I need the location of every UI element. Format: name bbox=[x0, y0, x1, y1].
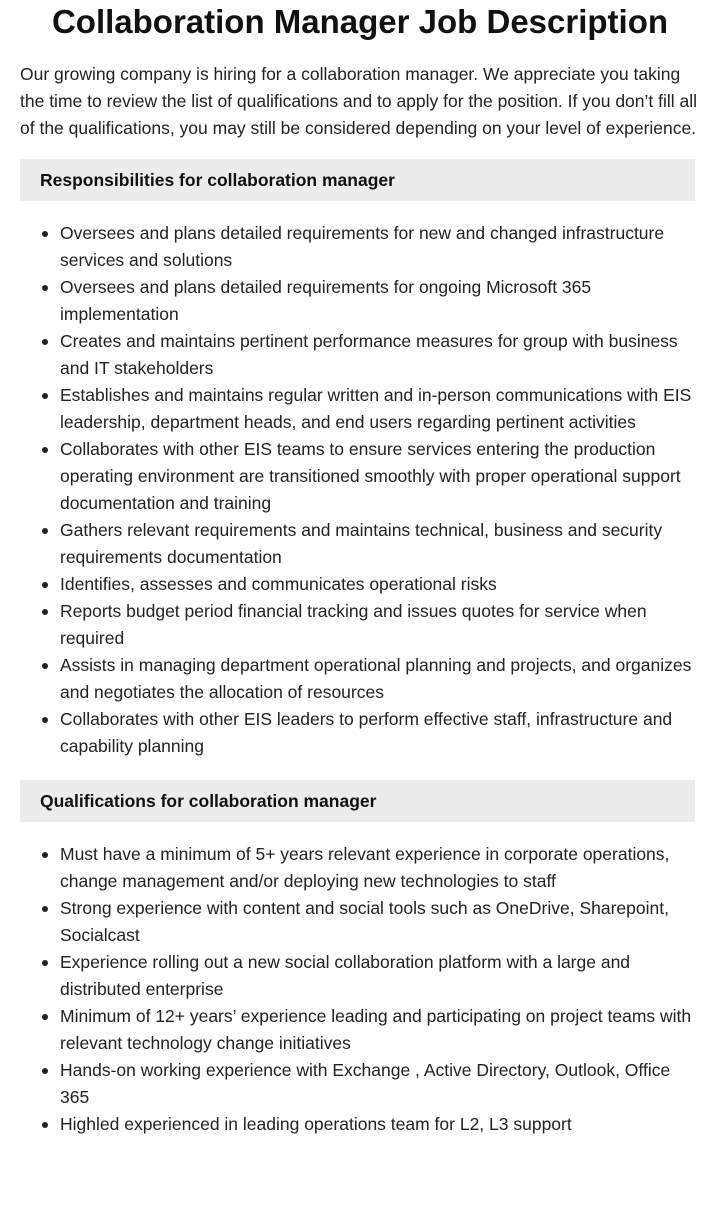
bullet-icon bbox=[42, 339, 48, 345]
list-item-text: Reports budget period financial tracking and issues quotes for service when required bbox=[60, 601, 647, 648]
list-item-text: Establishes and maintains regular written and in-person communications with EIS leadership, department heads, and end users regarding pertinent activities bbox=[60, 385, 692, 432]
list-item bbox=[60, 517, 700, 571]
bullet-icon bbox=[42, 1122, 48, 1128]
list-item-text: Assists in managing department operational planning and projects, and organizes and negotiates the allocation of resources bbox=[60, 655, 692, 702]
responsibilities-heading: Responsibilities for collaboration manager bbox=[20, 159, 695, 201]
list-item bbox=[60, 895, 700, 949]
list-item-text: Collaborates with other EIS leaders to perform effective staff, infrastructure and capability planning bbox=[60, 709, 673, 756]
qualifications-list bbox=[20, 841, 700, 1138]
list-item-text: Collaborates with other EIS teams to ensure services entering the production operating environment are transitioned smoothly with proper operational support documentation and training bbox=[60, 439, 681, 513]
list-item bbox=[60, 706, 700, 760]
bullet-icon bbox=[42, 906, 48, 912]
list-item-text: Hands-on working experience with Exchange , Active Directory, Outlook, Office 365 bbox=[60, 1060, 671, 1107]
list-item bbox=[60, 1057, 700, 1111]
list-item-text: Oversees and plans detailed requirements for new and changed infrastructure services and solutions bbox=[60, 223, 665, 270]
page-title: Collaboration Manager Job Description bbox=[51, 3, 669, 40]
list-item-text: Minimum of 12+ years’ experience leading and participating on project teams with relevant technology change initiatives bbox=[60, 1006, 692, 1053]
list-item bbox=[60, 652, 700, 706]
list-item bbox=[60, 571, 700, 598]
bullet-icon bbox=[42, 528, 48, 534]
list-item bbox=[60, 949, 700, 1003]
list-item bbox=[60, 598, 700, 652]
bullet-icon bbox=[42, 960, 48, 966]
list-item-text: Highled experienced in leading operations team for L2, L3 support bbox=[60, 1114, 572, 1134]
list-item bbox=[60, 436, 700, 517]
list-item-text: Experience rolling out a new social collaboration platform with a large and distributed enterprise bbox=[60, 952, 631, 999]
list-item bbox=[60, 274, 700, 328]
list-item-text: Oversees and plans detailed requirements for ongoing Microsoft 365 implementation bbox=[60, 277, 592, 324]
list-item-text: Must have a minimum of 5+ years relevant experience in corporate operations, change management and/or deploying new technologies to staff bbox=[60, 844, 670, 891]
bullet-icon bbox=[42, 231, 48, 237]
list-item bbox=[60, 841, 700, 895]
bullet-icon bbox=[42, 393, 48, 399]
list-item-text: Creates and maintains pertinent performance measures for group with business and IT stakeholders bbox=[60, 331, 678, 378]
list-item bbox=[60, 382, 700, 436]
bullet-icon bbox=[42, 1068, 48, 1074]
qualifications-heading: Qualifications for collaboration manager bbox=[20, 780, 695, 822]
list-item bbox=[60, 1111, 700, 1138]
bullet-icon bbox=[42, 582, 48, 588]
bullet-icon bbox=[42, 609, 48, 615]
bullet-icon bbox=[42, 852, 48, 858]
list-item-text: Gathers relevant requirements and maintains technical, business and security requirements documentation bbox=[60, 520, 663, 567]
bullet-icon bbox=[42, 447, 48, 453]
list-item bbox=[60, 328, 700, 382]
list-item-text: Identifies, assesses and communicates operational risks bbox=[60, 574, 497, 594]
bullet-icon bbox=[42, 285, 48, 291]
responsibilities-list bbox=[20, 220, 700, 760]
bullet-icon bbox=[42, 717, 48, 723]
intro-paragraph: Our growing company is hiring for a collaboration manager. We appreciate you taking the time to review the list of qualifications and to apply for the position. If you don’t fill all of the qualifications, you may still be considered depending on your level of experience. bbox=[20, 64, 698, 138]
bullet-icon bbox=[42, 663, 48, 669]
bullet-icon bbox=[42, 1014, 48, 1020]
list-item bbox=[60, 1003, 700, 1057]
list-item-text: Strong experience with content and social tools such as OneDrive, Sharepoint, Socialcast bbox=[60, 898, 669, 945]
list-item bbox=[60, 220, 700, 274]
